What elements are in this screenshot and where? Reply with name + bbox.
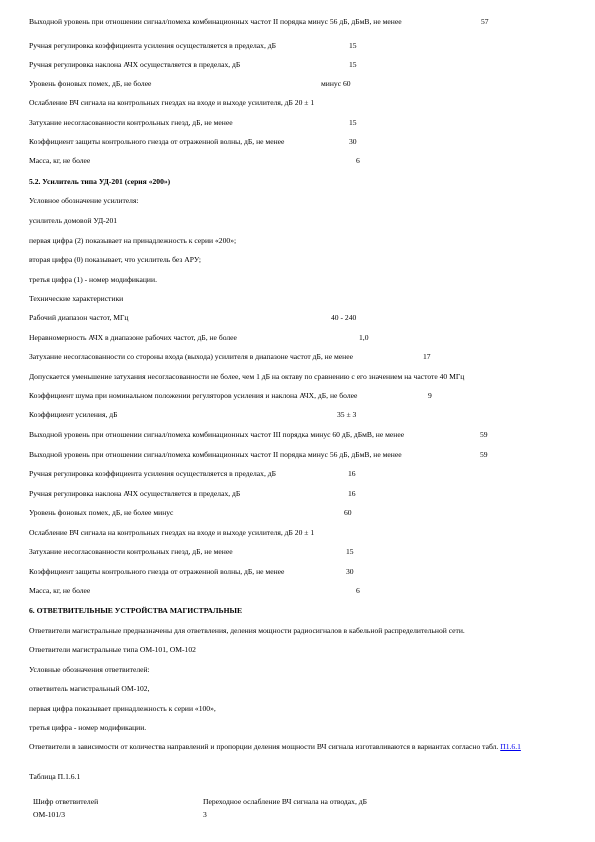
spec-value: 35 ± 3 <box>337 410 357 419</box>
spec-line <box>29 333 589 342</box>
text-line: усилитель домовой УД-201 <box>29 216 118 225</box>
text-line: первая цифра показывает принадлежность к серии «100», <box>29 704 216 713</box>
spec-line <box>29 469 589 478</box>
spec-value: 60 <box>344 508 352 517</box>
spec-line <box>29 391 589 400</box>
spec-label: Затухание несогласованности контрольных гнезд, дБ, не менее <box>29 547 233 556</box>
spec-line <box>29 528 589 537</box>
text-line: третья цифра (1) - номер модификации. <box>29 275 157 284</box>
spec-line <box>29 430 589 439</box>
paragraph <box>29 742 545 751</box>
spec-value: 59 <box>480 450 488 459</box>
table-cell: 3 <box>203 810 207 819</box>
spec-line <box>29 137 589 146</box>
spec-label: Выходной уровень при отношении сигнал/помеха комбинационных частот III порядка минус 60 дБ, дБмВ, не менее <box>29 430 405 439</box>
spec-line <box>29 586 589 595</box>
spec-line <box>29 313 589 322</box>
spec-value: 15 <box>349 118 357 127</box>
spec-value: 59 <box>480 430 488 439</box>
table-header-row <box>33 797 589 806</box>
spec-value: 16 <box>348 489 356 498</box>
spec-value: 15 <box>346 547 354 556</box>
spec-label: Выходной уровень при отношении сигнал/помеха комбинационных частот II порядка минус 56 дБ, дБмВ, не менее <box>29 17 402 26</box>
spec-line <box>29 41 589 50</box>
spec-value: 40 - 240 <box>331 313 357 322</box>
spec-label: Выходной уровень при отношении сигнал/помеха комбинационных частот II порядка минус 56 дБ, дБмВ, не менее <box>29 450 402 459</box>
spec-line <box>29 156 589 165</box>
spec-label: Коэффициент шума при номинальном положении регуляторов усиления и наклона АЧХ, дБ, не более <box>29 391 358 400</box>
spec-label: Ослабление ВЧ сигнала на контрольных гнездах на входе и выходе усилителя, дБ 20 ± 1 <box>29 98 315 107</box>
text-line: первая цифра (2) показывает на принадлежность к серии «200»; <box>29 236 237 245</box>
table-caption: Таблица П.1.6.1 <box>29 772 81 781</box>
spec-value: 1,0 <box>359 333 369 342</box>
spec-label: Коэффициент защиты контрольного гнезда от отраженной волны, дБ, не менее <box>29 137 285 146</box>
spec-line <box>29 547 589 556</box>
spec-line <box>29 450 589 459</box>
section-heading: 5.2. Усилитель типа УД-201 (серия «200») <box>29 177 171 186</box>
spec-line <box>29 60 589 69</box>
table-cell: ОМ-101/3 <box>33 810 66 819</box>
spec-value: 15 <box>349 60 357 69</box>
spec-label: Ручная регулировка коэффициента усиления осуществляется в пределах, дБ <box>29 41 276 50</box>
spec-label: Неравномерность АЧХ в диапазоне рабочих частот, дБ, не более <box>29 333 237 342</box>
spec-label: Ручная регулировка наклона АЧХ осуществляется в пределах, дБ <box>29 489 241 498</box>
spec-label: Уровень фоновых помех, дБ, не более минус <box>29 508 174 517</box>
spec-value: 30 <box>349 137 357 146</box>
spec-line <box>29 489 589 498</box>
spec-value: 57 <box>481 17 489 26</box>
spec-label: Затухание несогласованности контрольных гнезд, дБ, не менее <box>29 118 233 127</box>
spec-value: 16 <box>348 469 356 478</box>
spec-label: Масса, кг, не более <box>29 156 91 165</box>
spec-label: Коэффициент усиления, дБ <box>29 410 118 419</box>
text-line: ответвитель магистральный ОМ-102, <box>29 684 150 693</box>
spec-value: 9 <box>428 391 432 400</box>
table-header-cell: Переходное ослабление ВЧ сигнала на отводах, дБ <box>203 797 367 806</box>
text-line: Допускается уменьшение затухания несогласованности не более, чем 1 дБ на октаву по сравнению с его значением на частоте 40 МГц <box>29 372 465 381</box>
text-line: Ответвители магистральные типа ОМ-101, ОМ-102 <box>29 645 196 654</box>
text-line: вторая цифра (0) показывает, что усилитель без АРУ; <box>29 255 202 264</box>
text-line: Условное обозначение усилителя: <box>29 196 139 205</box>
spec-label: Уровень фоновых помех, дБ, не более <box>29 79 152 88</box>
spec-line <box>29 508 589 517</box>
spec-value: минус 60 <box>321 79 351 88</box>
spec-label: Масса, кг, не более <box>29 586 91 595</box>
spec-value: 17 <box>423 352 431 361</box>
paragraph-text: Ответвители в зависимости от количества направлений и пропорции деления мощности ВЧ сигнала изготавливаются в вариантах согласно табл. <box>29 742 499 751</box>
spec-label: Ослабление ВЧ сигнала на контрольных гнездах на входе и выходе усилителя, дБ 20 ± 1 <box>29 528 315 537</box>
table-link[interactable]: П1.6.1 <box>500 742 521 751</box>
spec-value: 6 <box>356 156 360 165</box>
text-line: третья цифра - номер модификации. <box>29 723 147 732</box>
section-heading: 6. ОТВЕТВИТЕЛЬНЫЕ УСТРОЙСТВА МАГИСТРАЛЬНЫЕ <box>29 606 243 615</box>
spec-line <box>29 567 589 576</box>
text-line: Технические характеристики <box>29 294 124 303</box>
spec-line <box>29 118 589 127</box>
spec-line <box>29 352 589 361</box>
spec-label: Коэффициент защиты контрольного гнезда от отраженной волны, дБ, не менее <box>29 567 285 576</box>
spec-label: Ручная регулировка коэффициента усиления осуществляется в пределах, дБ <box>29 469 276 478</box>
spec-line <box>29 98 589 107</box>
table-header-cell: Шифр ответвителей <box>33 797 99 806</box>
spec-label: Ручная регулировка наклона АЧХ осуществляется в пределах, дБ <box>29 60 241 69</box>
table-row <box>33 810 589 819</box>
spec-value: 15 <box>349 41 357 50</box>
spec-line <box>29 17 589 26</box>
spec-label: Затухание несогласованности со стороны входа (выхода) усилителя в диапазоне частот дБ, не менее <box>29 352 353 361</box>
spec-line <box>29 410 589 419</box>
spec-value: 30 <box>346 567 354 576</box>
text-line: Ответвители магистральные предназначены для ответвления, деления мощности радиосигналов в кабельной распределительной сети. <box>29 626 465 635</box>
spec-line <box>29 79 589 88</box>
spec-label: Рабочий диапазон частот, МГц <box>29 313 129 322</box>
spec-value: 6 <box>356 586 360 595</box>
text-line: Условные обозначения ответвителей: <box>29 665 150 674</box>
